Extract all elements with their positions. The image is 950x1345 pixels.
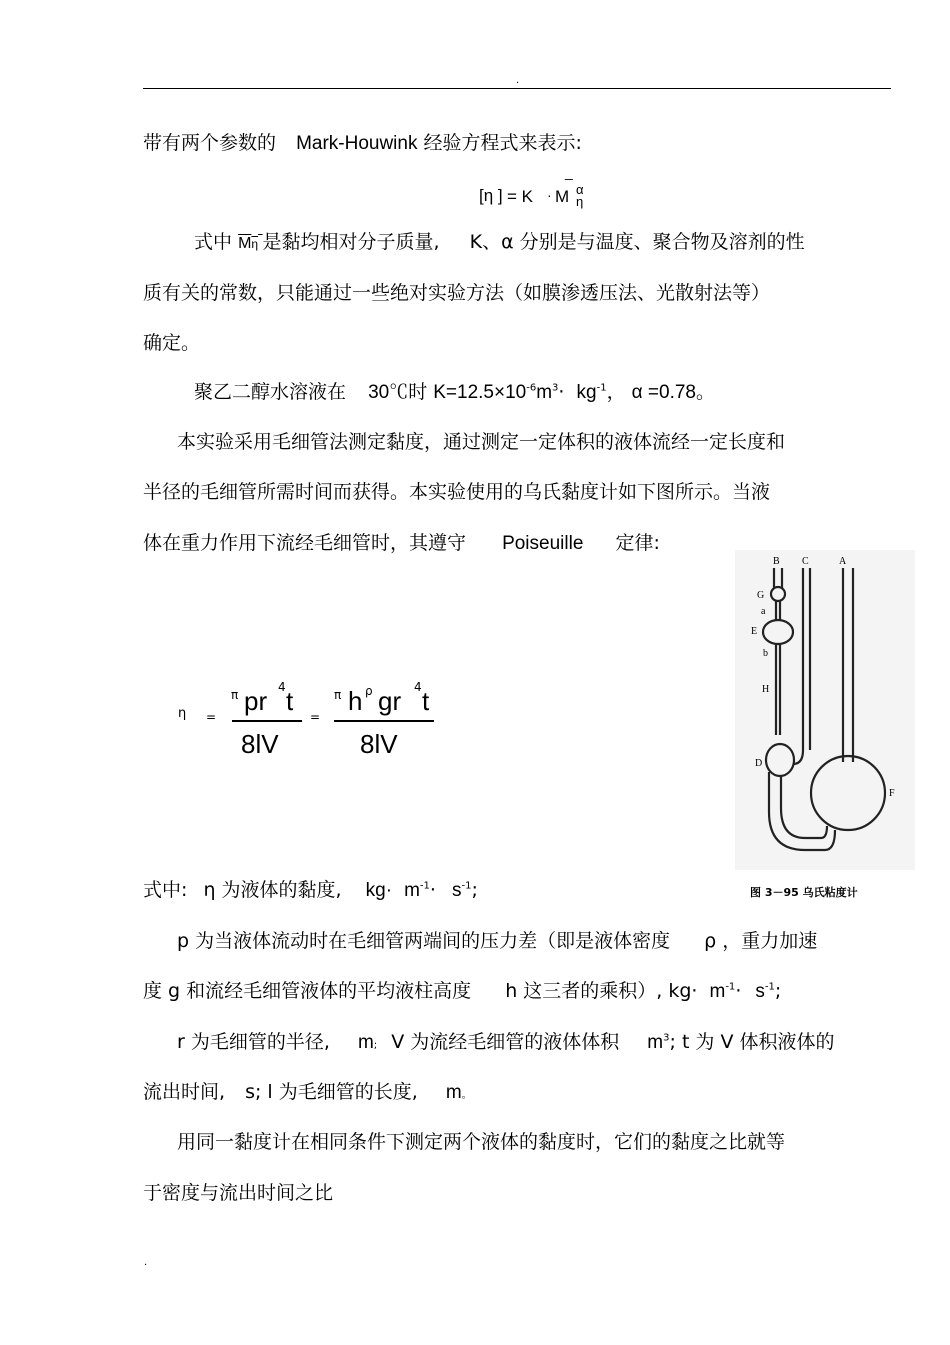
eq-dot: ·	[547, 187, 552, 203]
text: 体在重力作用下流经毛细管时，其遵守	[143, 532, 467, 554]
superscript: 3	[552, 382, 559, 394]
footer-dot: .	[144, 1257, 148, 1268]
superscript: 3	[663, 1032, 670, 1044]
text-line-10	[177, 929, 817, 953]
text-line-7: 半径的毛细管所需时间而获得。本实验使用的乌氏黏度计如下图所示。当液	[143, 481, 771, 503]
header-rule	[143, 88, 891, 89]
label-g: G	[757, 590, 765, 601]
label-b-tube: B	[773, 556, 780, 567]
formula-rho: ρ	[365, 684, 373, 698]
label-c-tube: C	[802, 556, 809, 567]
text: s	[755, 981, 765, 1002]
poiseuille-formula	[178, 678, 448, 768]
text-line-8	[143, 531, 660, 556]
superscript: -1	[596, 382, 607, 394]
text: 是黏均相对分子质量,	[262, 231, 440, 253]
text: s; l 为毛细管的长度,	[245, 1081, 418, 1103]
label-a-mark: a	[761, 606, 766, 617]
text: ·	[558, 381, 565, 403]
label-e: E	[751, 626, 758, 637]
formula-pi-1: π	[231, 688, 239, 702]
viscometer-figure	[735, 550, 915, 910]
mark-houwink-equation	[479, 164, 599, 210]
text-line-11	[143, 979, 781, 1004]
text: 带有两个参数的	[143, 132, 277, 154]
text: p 为当液体流动时在毛细管两端间的压力差（即是液体密度	[177, 930, 671, 952]
fraction-bar-1	[232, 720, 302, 722]
label-b-mark: b	[763, 648, 768, 659]
text-line-12	[177, 1030, 835, 1058]
superscript: -1	[764, 981, 775, 993]
label-d: D	[755, 758, 763, 769]
formula-equals-2: =	[310, 710, 321, 724]
eq-eta: η	[576, 194, 584, 209]
label-f: F	[889, 788, 895, 799]
text: ·	[429, 879, 436, 901]
text: ;	[373, 1040, 378, 1051]
text-line-6: 本实验采用毛细管法测定黏度，通过测定一定体积的液体流经一定长度和	[177, 431, 786, 453]
text-line-15: 于密度与流出时间之比	[143, 1182, 334, 1204]
text: kg·	[365, 880, 393, 901]
text: V 为流经毛细管的液体体积	[391, 1031, 620, 1053]
text: ; t 为 V 体积液体的	[669, 1031, 835, 1053]
label-a-tube: A	[839, 556, 847, 567]
formula-den-1: 8lV	[241, 729, 279, 759]
symbol-m-eta: Mη	[238, 235, 259, 252]
eq-m: M	[555, 187, 570, 206]
text: 经验方程式来表示:	[423, 132, 582, 154]
text: 聚乙二醇水溶液在	[194, 381, 347, 403]
text: s	[451, 880, 462, 901]
text-line-5	[194, 380, 715, 405]
text: 。	[461, 1090, 472, 1101]
text: m	[357, 1032, 374, 1053]
formula-den-2: 8lV	[360, 729, 398, 759]
text: K=12.5×10	[433, 382, 527, 403]
text-line-1	[143, 131, 582, 156]
text: 流出时间,	[143, 1081, 226, 1103]
text: 。	[695, 381, 715, 403]
label-h: H	[762, 684, 770, 695]
text: ρ ，重力加速	[704, 930, 818, 952]
formula-num-1: pr	[244, 686, 268, 716]
superscript: -1	[725, 981, 736, 993]
text: 式中:	[143, 879, 188, 901]
text-line-9	[143, 878, 478, 903]
eq-equals-k: = K	[507, 187, 533, 206]
text: α =0.78	[631, 382, 696, 403]
text: m	[536, 382, 553, 403]
text: 度 g 和流经毛细管液体的平均液柱高度	[143, 980, 472, 1002]
eq-bar: _	[565, 164, 573, 180]
text: ·	[735, 980, 742, 1002]
eq-alpha: α	[576, 182, 584, 197]
text: 30℃时	[368, 382, 428, 403]
text: kg	[576, 382, 597, 403]
formula-pow-1: 4	[278, 680, 286, 694]
text-line-3: 质有关的常数，只能通过一些绝对实验方法（如膜渗透压法、光散射法等）	[143, 282, 771, 304]
text: h 这三者的乘积）, kg·	[505, 980, 698, 1002]
text-line-2	[194, 230, 805, 256]
term-poiseuille: Poiseuille	[502, 533, 584, 554]
text: m	[404, 880, 420, 901]
text: m	[445, 1082, 462, 1103]
eq-lhs: [η ]	[479, 186, 503, 205]
term-mark-houwink: Mark-Houwink	[296, 133, 418, 154]
text: η 为液体的黏度,	[203, 879, 342, 901]
figure-caption: 图 3－95 乌氏粘度计	[750, 886, 858, 899]
formula-pow-2: 4	[414, 680, 422, 694]
text: 定律:	[615, 532, 660, 554]
text: ;	[774, 980, 782, 1002]
text: 式中	[194, 231, 233, 253]
text: r 为毛细管的半径,	[177, 1031, 330, 1053]
text-line-14: 用同一黏度计在相同条件下测定两个液体的黏度时，它们的黏度之比就等	[177, 1131, 786, 1153]
text: ，	[606, 381, 626, 403]
superscript: -6	[526, 382, 537, 394]
formula-equals-1: =	[206, 710, 217, 724]
header-dot: .	[516, 75, 520, 86]
text-line-13	[143, 1080, 472, 1108]
text-line-4: 确定。	[143, 332, 201, 354]
superscript: -1	[419, 880, 430, 892]
formula-num-2b: gr	[378, 686, 402, 716]
formula-num-2a: h	[348, 686, 363, 716]
formula-pi-2: π	[334, 688, 342, 702]
text: K、α 分别是与温度、聚合物及溶剂的性	[469, 231, 805, 253]
superscript: -1	[461, 880, 472, 892]
fraction-bar-2	[334, 720, 434, 722]
text: m	[647, 1032, 664, 1053]
formula-t-2: t	[422, 686, 430, 716]
formula-t-1: t	[286, 686, 294, 716]
text: ;	[471, 879, 478, 901]
formula-eta: η	[178, 706, 187, 721]
text: m	[709, 981, 726, 1002]
